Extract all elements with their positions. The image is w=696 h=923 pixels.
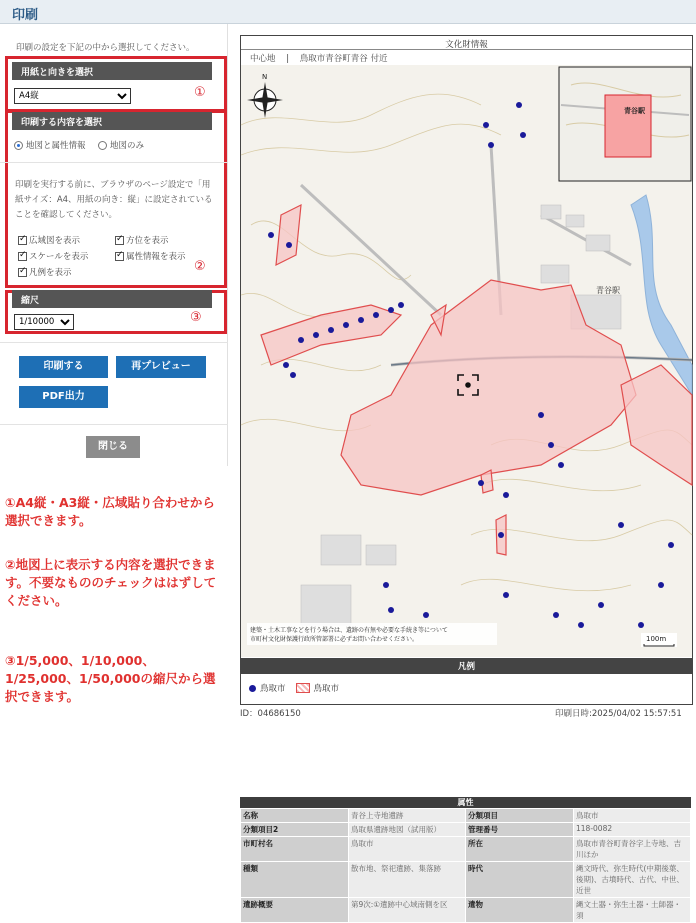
paper-heading: 用紙と向きを選択: [12, 62, 212, 80]
table-row: 種類 散布地、祭祀遺跡、集落跡 時代 縄文時代、弥生時代(中期後葉、後期)、古墳時代、古代、中世、近世: [241, 862, 691, 898]
table-row: 名称 青谷上寺地遺跡 分類項目 鳥取市: [241, 809, 691, 823]
settings-panel: [0, 24, 228, 466]
divider: [0, 342, 228, 343]
station-label: 青谷駅: [596, 286, 620, 295]
scale-heading: 縮尺: [12, 290, 212, 308]
map-center: 中心地 | 鳥取市青谷町青谷 付近: [250, 54, 388, 64]
marker-3: ③: [190, 310, 202, 325]
radio-unselected-icon: [98, 141, 107, 150]
marker-2: ②: [194, 259, 206, 274]
annotation-1: ①A4縦・A3縦・広域貼り合わせから選択できます。: [5, 495, 215, 528]
attribute-table: [240, 797, 691, 923]
checkbox-checked-icon: [18, 268, 27, 277]
point-legend-icon: [249, 685, 256, 692]
svg-text:建築・土木工事などを行う場合は、遺跡の有無や必要な手続き等に: 建築・土木工事などを行う場合は、遺跡の有無や必要な手続き等について: [250, 627, 448, 634]
scale-bar: [641, 633, 677, 647]
re-preview-button[interactable]: 再プレビュー: [116, 356, 206, 378]
content-heading: 印刷する内容を選択: [12, 112, 212, 130]
svg-text:100m: 100m: [646, 635, 667, 643]
table-row: 分類項目2 鳥取県遺跡地図（試用版） 管理番号 118-0082: [241, 823, 691, 837]
overview-inset: [559, 67, 691, 181]
table-row: 市町村名 鳥取市 所在 鳥取市青谷町青谷字上寺地、吉川ほか: [241, 837, 691, 862]
checkbox-attr[interactable]: ✓ 属性情報を表示: [115, 250, 186, 262]
annotation-2: ②地図上に表示する内容を選択できます。不要なもののチェックははずしてください。: [5, 557, 217, 608]
title-bar: [0, 0, 696, 24]
checkbox-checked-icon: [18, 252, 27, 261]
intro-text: 印刷の設定を下記の中から選択してください。: [16, 43, 195, 53]
browser-setting-note: 印刷を実行する前に、ブラウザのページ設定で「用紙サイズ：A4、用紙の向き：縦」に設定されていることを確認してください。: [15, 180, 213, 220]
print-preview: [240, 35, 693, 705]
window-title: 印刷: [12, 8, 39, 23]
divider: [0, 162, 228, 163]
divider: [0, 424, 228, 425]
checkbox-checked-icon: [18, 236, 27, 245]
checkbox-checked-icon: [115, 236, 124, 245]
record-id: ID：04686150: [240, 709, 301, 719]
legend: 鳥取市 鳥取市: [249, 682, 339, 694]
checkbox-north[interactable]: ✓ 方位を表示: [115, 234, 169, 246]
close-button[interactable]: 閉じる: [86, 436, 140, 458]
map-title: 文化財情報: [241, 36, 692, 50]
radio-map-and-attr[interactable]: 地図と属性情報: [14, 139, 86, 151]
radio-map-only[interactable]: 地図のみ: [98, 139, 144, 151]
checkbox-scale[interactable]: ✓ スケールを表示: [18, 250, 88, 262]
checkbox-overview[interactable]: ✓ 広域図を表示: [18, 234, 80, 246]
svg-text:市町村文化財保護行政所管部署に必ずお問い合わせください。: 市町村文化財保護行政所管部署に必ずお問い合わせください。: [250, 636, 419, 643]
radio-selected-icon: [14, 141, 23, 150]
area-legend-icon: [296, 683, 310, 693]
map-canvas[interactable]: [241, 65, 692, 657]
checkbox-legend[interactable]: ✓ 凡例を表示: [18, 266, 72, 278]
annotation-3: ③1/5,000、1/10,000、1/25,000、1/50,000の縮尺から選択できます。: [5, 653, 216, 704]
marker-1: ①: [194, 85, 206, 100]
table-row: 遺跡概要 第9次:①遺跡中心域南側を区 遺物 縄文土器・弥生土器・土師器・須: [241, 898, 691, 923]
overview-label: 青谷駅: [624, 107, 645, 115]
svg-text:N: N: [262, 73, 268, 81]
scale-select[interactable]: [14, 314, 74, 330]
legend-heading: 凡例: [241, 658, 692, 674]
map-notice: [247, 623, 497, 645]
paper-select[interactable]: [14, 88, 131, 104]
print-button[interactable]: 印刷する: [19, 356, 108, 378]
pdf-output-button[interactable]: PDF出力: [19, 386, 108, 408]
attribute-heading: 属性: [240, 797, 691, 808]
checkbox-checked-icon: [115, 252, 124, 261]
print-datetime: 印刷日時:2025/04/02 15:57:51: [555, 709, 682, 719]
